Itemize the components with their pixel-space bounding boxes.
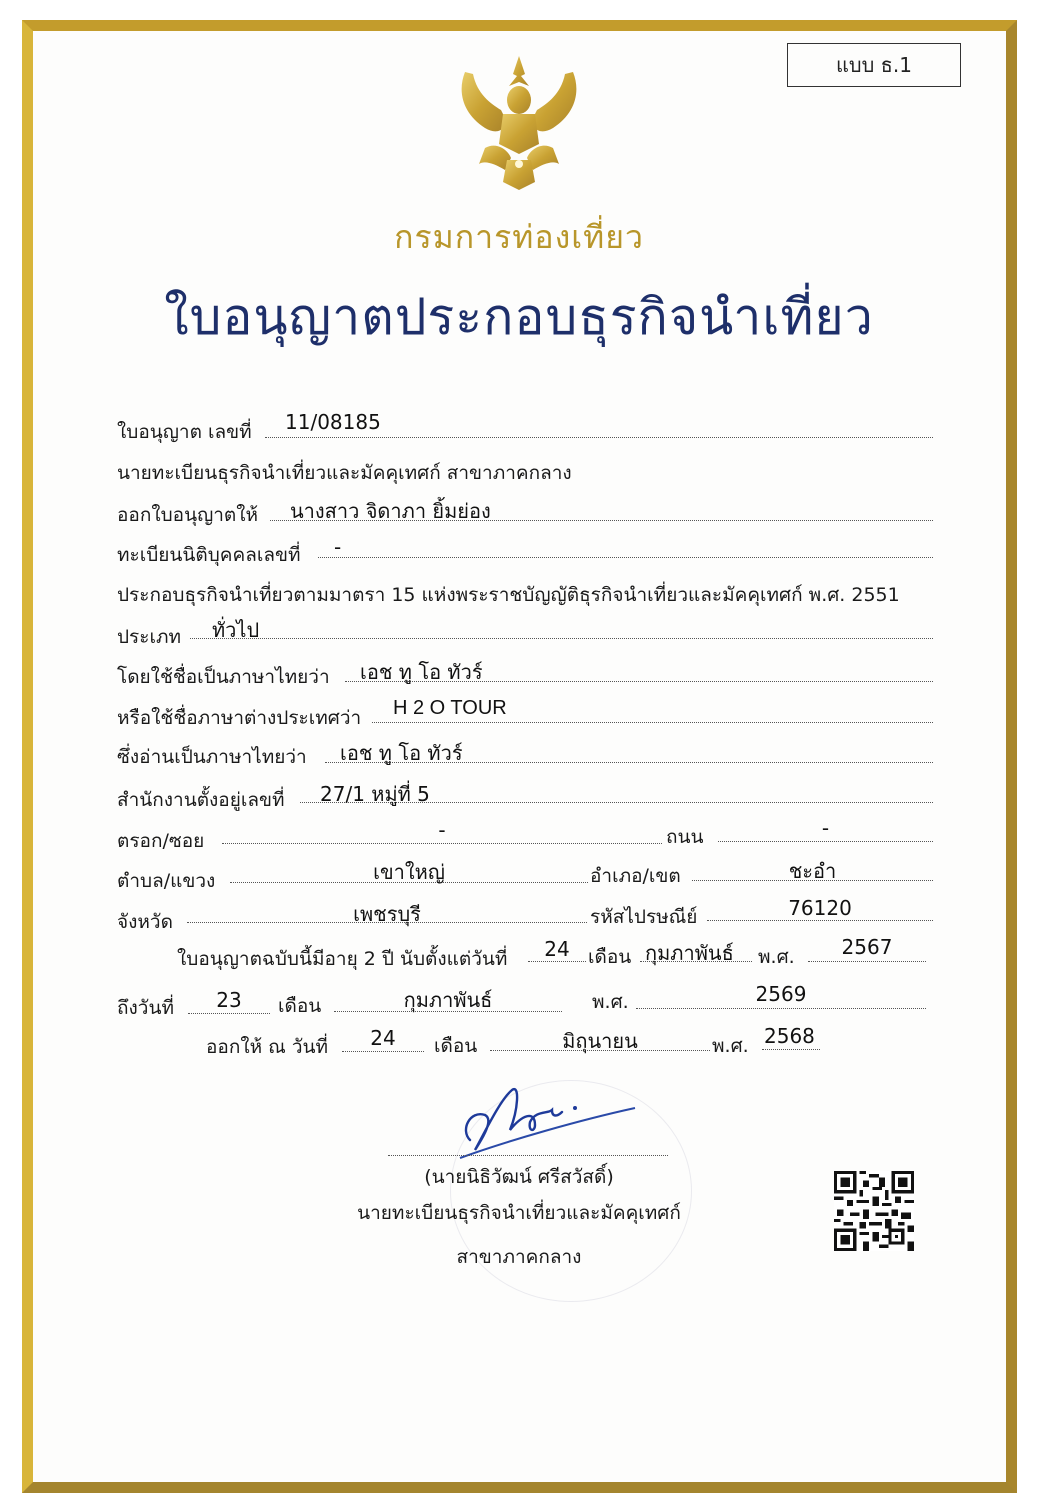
to-day: 23 [216, 988, 242, 1012]
issued-date-label: ออกให้ ณ วันที่ [206, 1036, 329, 1058]
to-year: 2569 [755, 982, 807, 1006]
license-no: 11/08185 [285, 410, 381, 434]
to-month: กุมภาพันธ์ [403, 988, 493, 1012]
alley-line [222, 843, 662, 844]
foreign-name-line [372, 722, 933, 723]
from-day: 24 [544, 937, 570, 961]
issued-day-line [342, 1051, 424, 1052]
postcode-label: รหัสไปรษณีย์ [590, 906, 698, 928]
signatory-name: (นายนิธิวัฒน์ ศรีสวัสดิ์) [424, 1166, 614, 1188]
signature-line [388, 1155, 668, 1156]
department-name: กรมการท่องเที่ยว [394, 218, 644, 256]
certificate-title: ใบอนุญาตประกอบธุรกิจนำเที่ยว [164, 288, 874, 346]
from-month-label: เดือน [588, 946, 632, 968]
subdistrict-value: เขาใหญ่ [373, 860, 445, 884]
issued-month: มิถุนายน [562, 1029, 638, 1053]
act-line: ประกอบธุรกิจนำเที่ยวตามมาตรา 15 แห่งพระราชบัญญัติธุรกิจนำเที่ยวและมัคคุเทศก์ พ.ศ. 2551 [117, 584, 900, 606]
from-year-label: พ.ศ. [758, 946, 795, 968]
alley-label: ตรอก/ซอย [117, 830, 205, 852]
reading-value: เอช ทู โอ ทัวร์ [340, 741, 463, 765]
issued-day: 24 [370, 1026, 396, 1050]
issued-to: นางสาว จิดาภา ยิ้มย่อง [290, 499, 491, 523]
license-no-label: ใบอนุญาต เลขที่ [117, 421, 252, 443]
subdistrict-label: ตำบล/แขวง [117, 870, 216, 892]
foreign-name-label: หรือใช้ชื่อภาษาต่างประเทศว่า [117, 707, 362, 729]
issued-year: 2568 [764, 1024, 815, 1048]
road-value: - [821, 816, 830, 840]
license-no-line [265, 437, 933, 438]
signatory-position: นายทะเบียนธุรกิจนำเที่ยวและมัคคุเทศก์ [357, 1202, 681, 1224]
form-code-box [787, 43, 961, 87]
office-no-label: สำนักงานตั้งอยู่เลขที่ [117, 789, 285, 811]
registrar-line: นายทะเบียนธุรกิจนำเที่ยวและมัคคุเทศก์ สาขาภาคกลาง [117, 462, 572, 484]
type-value: ทั่วไป [212, 618, 260, 642]
foreign-name: H 2 O TOUR [393, 697, 507, 719]
issued-to-label: ออกใบอนุญาตให้ [117, 504, 259, 526]
issued-year-label: พ.ศ. [712, 1035, 749, 1057]
postcode-line [707, 920, 933, 921]
alley-value: - [438, 818, 446, 842]
from-month: กุมภาพันธ์ [645, 941, 734, 965]
juristic-no: - [334, 535, 342, 559]
qr-code-icon [834, 1170, 914, 1252]
reading-label: ซึ่งอ่านเป็นภาษาไทยว่า [117, 746, 307, 768]
type-label: ประเภท [117, 626, 182, 648]
signatory-branch: สาขาภาคกลาง [456, 1246, 582, 1268]
to-month-label: เดือน [278, 995, 322, 1017]
road-line [718, 841, 933, 842]
form-code: แบบ ธ.1 [836, 53, 912, 77]
to-year-label: พ.ศ. [592, 991, 629, 1013]
garuda-emblem-icon [455, 52, 583, 192]
from-year: 2567 [841, 935, 893, 959]
thai-name: เอช ทู โอ ทัวร์ [360, 660, 483, 684]
district-label: อำเภอ/เขต [590, 865, 681, 887]
province-value: เพชรบุรี [353, 902, 421, 926]
validity-to-label: ถึงวันที่ [117, 997, 174, 1019]
office-no: 27/1 หมู่ที่ 5 [320, 782, 430, 806]
from-day-line [528, 961, 586, 962]
type-line [190, 638, 933, 639]
issued-month-label: เดือน [434, 1035, 478, 1057]
to-day-line [188, 1013, 270, 1014]
postcode-value: 76120 [788, 896, 852, 920]
district-value: ชะอำ [788, 859, 837, 883]
thai-name-label: โดยใช้ชื่อเป็นภาษาไทยว่า [117, 666, 330, 688]
juristic-no-line [318, 557, 933, 558]
province-label: จังหวัด [117, 911, 173, 933]
from-year-line [808, 961, 926, 962]
validity-from-label: ใบอนุญาตฉบับนี้มีอายุ 2 ปี นับตั้งแต่วันที่ [177, 948, 508, 970]
juristic-no-label: ทะเบียนนิติบุคคลเลขที่ [117, 544, 301, 566]
issued-year-line [762, 1049, 820, 1050]
signature-icon [440, 1070, 650, 1165]
road-label: ถนน [666, 826, 704, 848]
to-year-line [636, 1008, 926, 1009]
